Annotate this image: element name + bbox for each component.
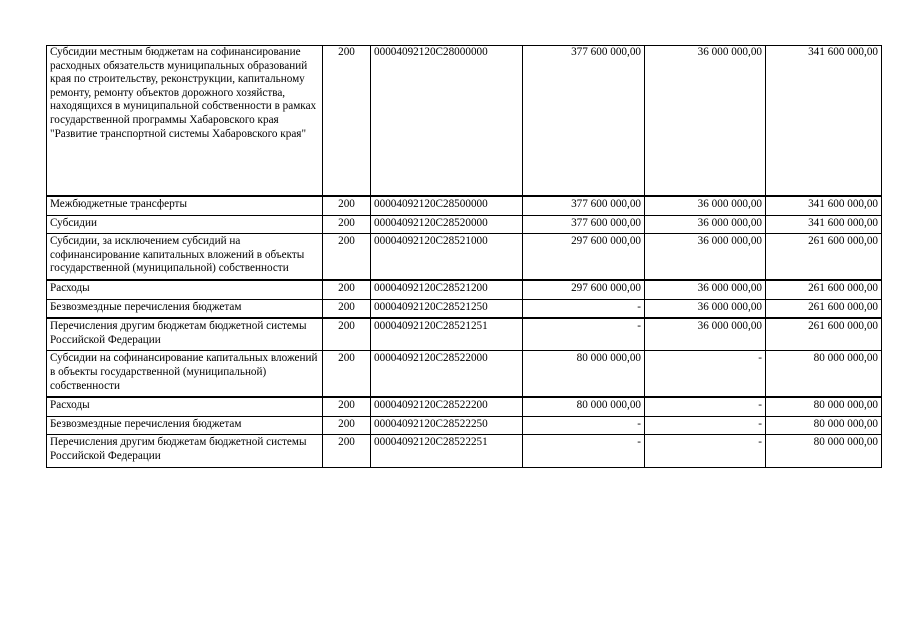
row-classification-cell: 00004092120С28522250 [371, 416, 523, 435]
row-unexecuted-cell: 261 600 000,00 [766, 299, 882, 318]
row-approved-cell: - [523, 435, 645, 467]
row-code-cell: 200 [323, 299, 371, 318]
row-code-cell: 200 [323, 280, 371, 299]
row-approved-cell: 80 000 000,00 [523, 351, 645, 397]
row-name-cell: Субсидии местным бюджетам на софинансирование расходных обязательств муниципальных образований края по строительству, реконструкции, капитальному ремонту, ремонту объектов дорожного хозяйства, находящихся в муниципальной собственности в рамках государственной программы Хабаровского края "Развитие транспортной системы Хабаровского края" [47, 46, 323, 197]
row-name-cell: Расходы [47, 397, 323, 416]
row-name-cell: Перечисления другим бюджетам бюджетной системы Российской Федерации [47, 318, 323, 351]
row-classification-cell: 00004092120С28522200 [371, 397, 523, 416]
row-unexecuted-cell: 261 600 000,00 [766, 280, 882, 299]
row-code-cell: 200 [323, 416, 371, 435]
budget-table [46, 45, 882, 468]
table-row [47, 280, 882, 299]
row-unexecuted-cell: 80 000 000,00 [766, 435, 882, 467]
row-executed-cell: 36 000 000,00 [645, 46, 766, 197]
table-row [47, 46, 882, 197]
row-code-cell: 200 [323, 234, 371, 280]
row-code-cell: 200 [323, 196, 371, 215]
table-row [47, 416, 882, 435]
row-approved-cell: 377 600 000,00 [523, 215, 645, 234]
table-row [47, 196, 882, 215]
row-executed-cell: - [645, 416, 766, 435]
row-approved-cell: 377 600 000,00 [523, 46, 645, 197]
row-classification-cell: 00004092120С28522000 [371, 351, 523, 397]
row-approved-cell: - [523, 318, 645, 351]
row-executed-cell: - [645, 351, 766, 397]
row-unexecuted-cell: 80 000 000,00 [766, 397, 882, 416]
row-executed-cell: 36 000 000,00 [645, 234, 766, 280]
row-name-cell: Расходы [47, 280, 323, 299]
row-name-cell: Субсидии [47, 215, 323, 234]
budget-table-body [47, 46, 882, 468]
row-executed-cell: 36 000 000,00 [645, 196, 766, 215]
row-approved-cell: - [523, 416, 645, 435]
row-classification-cell: 00004092120С28521250 [371, 299, 523, 318]
table-row [47, 351, 882, 397]
row-executed-cell: 36 000 000,00 [645, 318, 766, 351]
row-unexecuted-cell: 261 600 000,00 [766, 234, 882, 280]
row-unexecuted-cell: 341 600 000,00 [766, 196, 882, 215]
row-unexecuted-cell: 341 600 000,00 [766, 215, 882, 234]
row-classification-cell: 00004092120С28521000 [371, 234, 523, 280]
row-approved-cell: 377 600 000,00 [523, 196, 645, 215]
row-approved-cell: 80 000 000,00 [523, 397, 645, 416]
row-unexecuted-cell: 261 600 000,00 [766, 318, 882, 351]
row-classification-cell: 00004092120С28500000 [371, 196, 523, 215]
row-classification-cell: 00004092120С28520000 [371, 215, 523, 234]
row-unexecuted-cell: 80 000 000,00 [766, 416, 882, 435]
row-name-cell: Субсидии на софинансирование капитальных вложений в объекты государственной (муниципальной) собственности [47, 351, 323, 397]
row-code-cell: 200 [323, 215, 371, 234]
table-row [47, 397, 882, 416]
row-unexecuted-cell: 80 000 000,00 [766, 351, 882, 397]
row-approved-cell: 297 600 000,00 [523, 280, 645, 299]
row-executed-cell: 36 000 000,00 [645, 280, 766, 299]
row-approved-cell: - [523, 299, 645, 318]
row-code-cell: 200 [323, 351, 371, 397]
row-executed-cell: 36 000 000,00 [645, 299, 766, 318]
row-classification-cell: 00004092120С28000000 [371, 46, 523, 197]
table-row [47, 234, 882, 280]
row-executed-cell: - [645, 397, 766, 416]
row-executed-cell: - [645, 435, 766, 467]
row-executed-cell: 36 000 000,00 [645, 215, 766, 234]
row-name-cell: Безвозмездные перечисления бюджетам [47, 299, 323, 318]
row-name-cell: Межбюджетные трансферты [47, 196, 323, 215]
row-classification-cell: 00004092120С28522251 [371, 435, 523, 467]
table-row [47, 215, 882, 234]
row-classification-cell: 00004092120С28521251 [371, 318, 523, 351]
row-unexecuted-cell: 341 600 000,00 [766, 46, 882, 197]
table-row [47, 435, 882, 467]
row-name-cell: Перечисления другим бюджетам бюджетной системы Российской Федерации [47, 435, 323, 467]
row-name-cell: Безвозмездные перечисления бюджетам [47, 416, 323, 435]
row-classification-cell: 00004092120С28521200 [371, 280, 523, 299]
row-code-cell: 200 [323, 318, 371, 351]
row-approved-cell: 297 600 000,00 [523, 234, 645, 280]
row-code-cell: 200 [323, 435, 371, 467]
row-code-cell: 200 [323, 397, 371, 416]
table-row [47, 299, 882, 318]
row-name-cell: Субсидии, за исключением субсидий на софинансирование капитальных вложений в объекты государственной (муниципальной) собственности [47, 234, 323, 280]
table-row [47, 318, 882, 351]
row-code-cell: 200 [323, 46, 371, 197]
